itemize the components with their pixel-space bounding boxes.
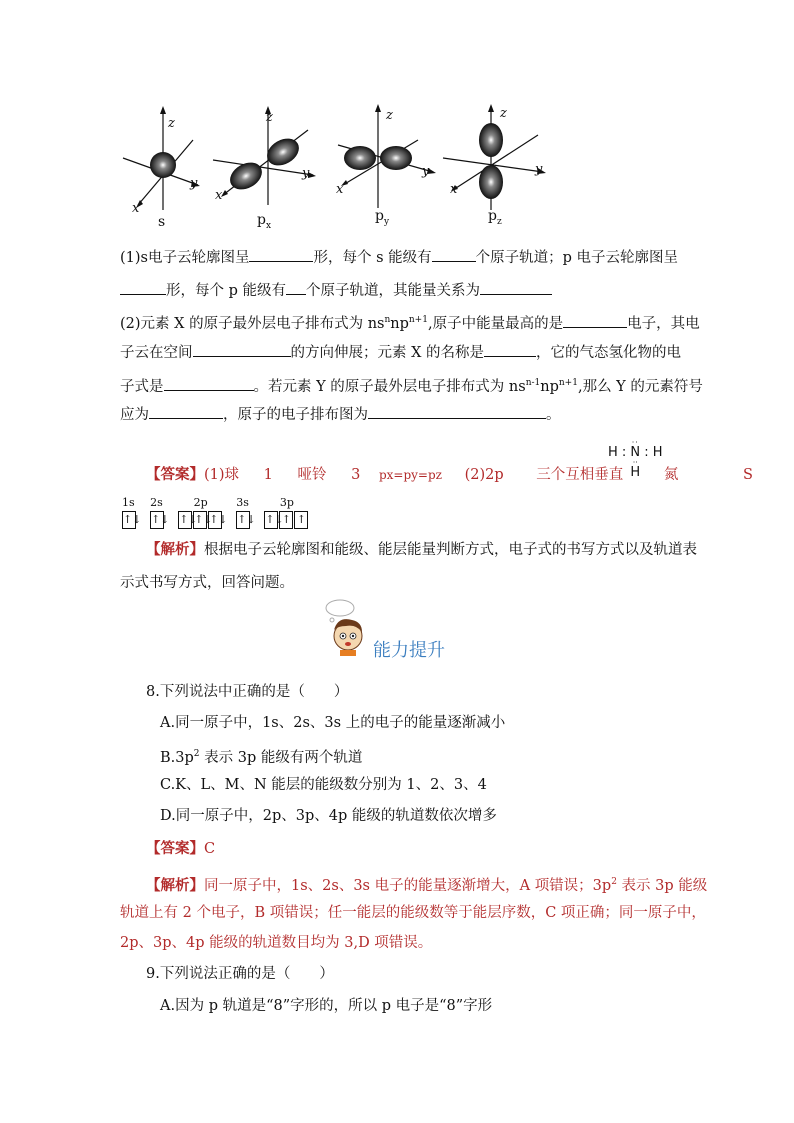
q8-answer: 【答案】C xyxy=(146,840,216,857)
orbital-group-2s: 2s ↑↓ xyxy=(150,496,165,529)
orbital-box: ↑↓ xyxy=(193,511,207,529)
axis-y-label-2: y xyxy=(302,166,310,181)
q7-line-1: (1)s电子云轮廓图呈 形，每个 s 能级有 个原子轨道；p 电子云轮廓图呈 xyxy=(120,247,678,269)
q7-line-3: (2)元素 X 的原子最外层电子排布式为 $ns^nnp^{n+1}$,原子中能量最高的是 电子，其电 xyxy=(120,309,700,335)
q7-line-2: 形，每个 p 能级有 个原子轨道，其能量关系为 xyxy=(120,280,552,302)
q8-analysis-line-3: 2p、3p、4p 能级的轨道数目均为 3,D 项错误。 xyxy=(120,935,433,951)
q7-line-6: 应为 ，原子的电子排布图为 。 xyxy=(120,404,561,426)
px-orbital xyxy=(213,106,316,205)
pz-orbital xyxy=(443,104,546,210)
orbital-box: ↑↓ xyxy=(208,511,222,529)
orbital-box: ↑↓ xyxy=(236,511,250,529)
analysis-7-line-1: 【解析】根据电子云轮廓图和能级、能层能量判断方式，电子式的书写方式以及轨道表 xyxy=(146,541,697,558)
axis-y-label-4: y xyxy=(535,162,543,177)
axis-z-label-4: z xyxy=(500,106,507,121)
orbital-box: ↑↓ xyxy=(150,511,164,529)
orbital-group-3s: 3s ↑↓ xyxy=(236,496,251,529)
q9-stem: 9.下列说法正确的是（ ） xyxy=(146,966,334,982)
axis-x-label-3: x xyxy=(336,182,344,197)
orbital-box: ↑ xyxy=(294,511,308,529)
s-orbital xyxy=(123,106,200,210)
orbital-label-px: $p_x$ xyxy=(257,212,272,231)
q7-line-5: 子式是 。若元素 Y 的原子最外层电子排布式为 $ns^{n-1}np^{n+1}$,那么 Y 的元素符号 xyxy=(120,372,703,398)
answer-7: 【答案】(1)球 1 哑铃 3 px=py=pz (2)2p 三个互相垂直 氮 S xyxy=(146,466,753,483)
axis-z-label-1: z xyxy=(168,116,175,131)
axis-z-label-3: z xyxy=(386,108,393,123)
student-avatar-icon xyxy=(322,598,372,658)
q8-option-a: A.同一原子中，1s、2s、3s 上的电子的能量逐渐减小 xyxy=(160,715,506,731)
orbital-label-pz: $p_z$ xyxy=(488,208,502,227)
q9-option-a: A.因为 p 轨道是“8”字形的，所以 p 电子是“8”字形 xyxy=(160,998,493,1014)
axis-x-label-4: x xyxy=(450,182,458,197)
orbital-box: ↑↓ xyxy=(264,511,278,529)
analysis-7-line-2: 示式书写方式，回答问题。 xyxy=(120,575,294,591)
orbital-label-py: $p_y$ xyxy=(375,208,390,227)
q8-option-b: $B.3p^2$ 表示 3p 能级有两个轨道 xyxy=(160,749,363,766)
banner-title: 能力提升 xyxy=(373,640,445,661)
q8-analysis-line-1: 【解析】同一原子中，1s、2s、3s 电子的能量逐渐增大，A 项错误；$3p^2$ 表示 3p 能级 xyxy=(146,876,708,894)
axis-y-label-1: y xyxy=(190,176,198,191)
axis-x-label-2: x xyxy=(215,188,223,203)
axis-y-label-3: y xyxy=(422,164,430,179)
orbital-group-2p: 2p ↑↓↑↓↑↓ xyxy=(178,496,223,529)
nh3-electron-formula: ·· H : N : H ·· H xyxy=(608,438,663,480)
q8-stem: 8.下列说法中正确的是（ ） xyxy=(146,684,349,700)
orbital-group-3p: 3p ↑↓↑ ↑ xyxy=(264,496,309,529)
orbital-box: ↑↓ xyxy=(122,511,136,529)
q7-line-4: 子云在空间 的方向伸展；元素 X 的名称是 ，它的气态氢化物的电 xyxy=(120,342,681,364)
orbital-box: ↑ xyxy=(279,511,293,529)
orbital-box: ↑↓ xyxy=(178,511,192,529)
axis-z-label-2: z xyxy=(266,110,273,125)
q8-option-c: C.K、L、M、N 能层的能级数分别为 1、2、3、4 xyxy=(160,777,487,793)
orbital-diagram-answer xyxy=(122,496,317,529)
q8-analysis-line-2: 轨道上有 2 个电子，B 项错误；任一能层的能级数等于能层序数，C 项正确；同一原子中， xyxy=(120,905,706,921)
axis-x-label-1: x xyxy=(132,201,140,216)
orbital-group-1s: 1s ↑↓ xyxy=(122,496,137,529)
orbital-label-s: s xyxy=(158,214,166,230)
q8-option-d: D.同一原子中，2p、3p、4p 能级的轨道数依次增多 xyxy=(160,808,497,824)
